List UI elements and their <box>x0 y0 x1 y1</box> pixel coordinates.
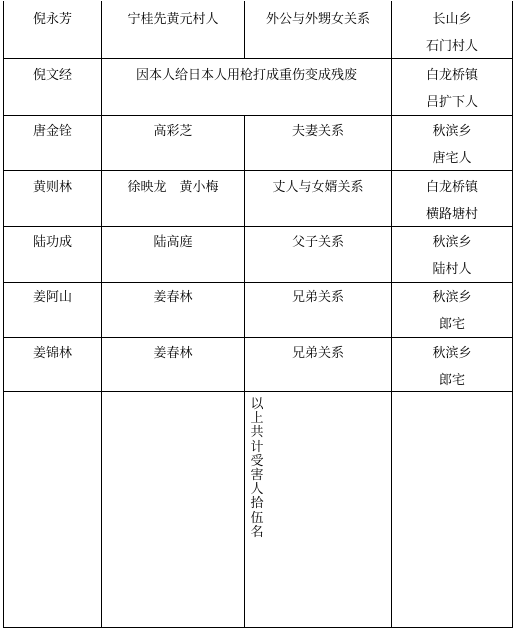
row-divider <box>3 337 513 338</box>
place-line-2: 石门村人 <box>425 39 478 54</box>
table-border-bottom <box>3 627 513 628</box>
relationship: 父子关系 <box>291 235 344 250</box>
row-divider <box>3 226 513 227</box>
victim-name: 陆功成 <box>32 235 72 250</box>
relative-name: 姜春林 <box>153 290 193 305</box>
relative-name: 陆高庭 <box>153 235 193 250</box>
place-line-1: 秋滨乡 <box>432 235 472 250</box>
table-border-left <box>3 1 4 628</box>
place-line-1: 秋滨乡 <box>432 124 472 139</box>
relationship: 兄弟关系 <box>291 290 344 305</box>
relationship: 丈人与女婿关系 <box>272 180 364 195</box>
row-divider <box>3 58 513 59</box>
place-line-1: 长山乡 <box>432 12 472 27</box>
victim-name: 唐金铨 <box>32 124 72 139</box>
place-line-2: 吕扩下人 <box>425 95 478 110</box>
row-divider <box>3 115 513 116</box>
place-line-1: 白龙桥镇 <box>425 180 478 195</box>
injury-note: 因本人给日本人用枪打成重伤变成残废 <box>135 68 357 83</box>
place-line-2: 横路塘村 <box>425 207 478 222</box>
place-line-2: 郎宅 <box>438 317 465 332</box>
victim-name: 姜阿山 <box>32 290 72 305</box>
row-divider <box>3 170 513 171</box>
place-line-1: 秋滨乡 <box>432 346 472 361</box>
relative-name: 高彩芝 <box>153 124 193 139</box>
relative-name: 宁桂先黄元村人 <box>127 12 219 27</box>
relative-name: 徐映龙 黄小梅 <box>127 180 219 195</box>
place-line-2: 郎宅 <box>438 373 465 388</box>
victim-count-summary: 以上共计受害人拾伍名 <box>250 397 264 540</box>
row-divider <box>3 391 513 392</box>
place-line-2: 陆村人 <box>432 262 472 277</box>
relationship: 夫妻关系 <box>291 124 344 139</box>
column-divider <box>101 1 102 628</box>
row-divider <box>3 282 513 283</box>
relationship: 外公与外甥女关系 <box>265 12 370 27</box>
victim-name: 倪文经 <box>32 68 72 83</box>
place-line-1: 白龙桥镇 <box>425 68 478 83</box>
table-border-right <box>512 1 513 628</box>
victim-name: 黄则林 <box>32 180 72 195</box>
victim-name: 倪永芳 <box>32 12 72 27</box>
column-divider <box>244 1 245 58</box>
victim-name: 姜锦林 <box>32 346 72 361</box>
relative-name: 姜春林 <box>153 346 193 361</box>
relationship: 兄弟关系 <box>291 346 344 361</box>
place-line-1: 秋滨乡 <box>432 290 472 305</box>
place-line-2: 唐宅人 <box>432 151 472 166</box>
